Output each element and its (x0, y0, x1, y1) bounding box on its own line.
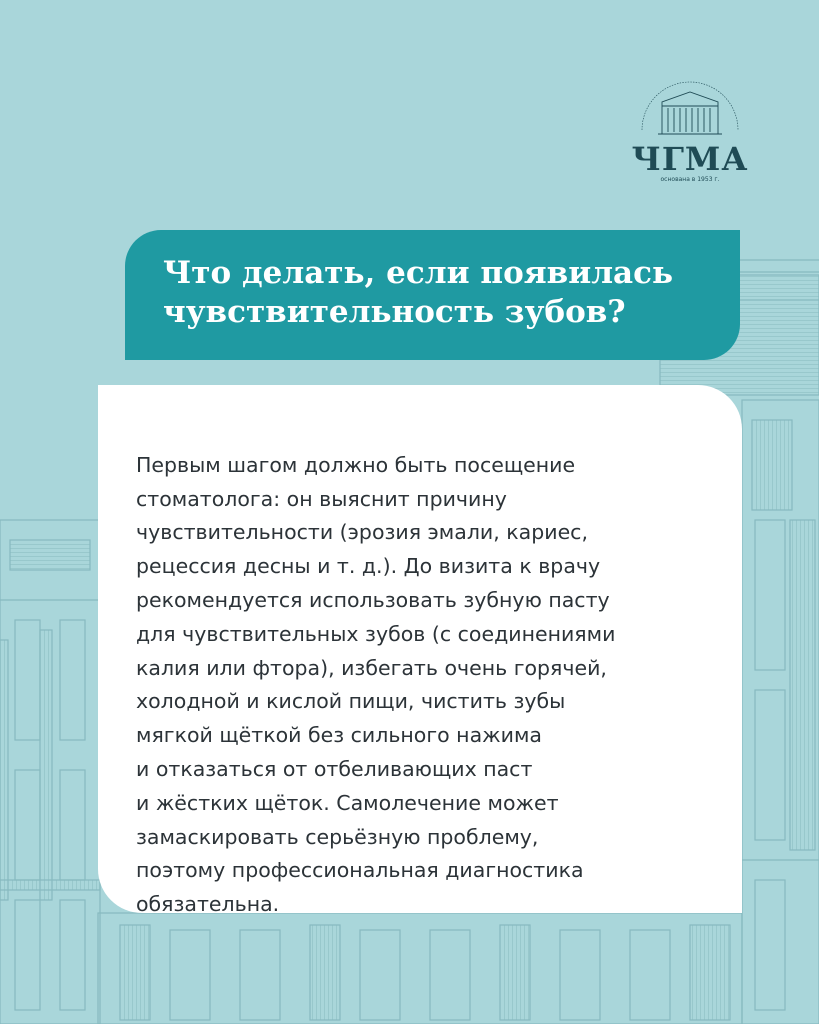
logo-founded-caption: основана в 1953 г. (660, 176, 720, 183)
headline-banner (125, 230, 740, 360)
chgma-logo (628, 68, 752, 186)
logo-title: ЧГМА (631, 140, 749, 178)
academy-building-emblem-icon (628, 68, 752, 148)
content-card (98, 385, 742, 917)
content-text: Первым шагом должно быть посещение стоматолога: он выяснит причину чувствительности (эрозия эмали, кариес, рецессия десны и т. д.). До визита к врачу рекомендуется использовать зубную пасту для чувствительных зубов (с соединениями калия или фтора), избегать очень горячей, холодной и кислой пищи, чистить зубы мягкой щёткой без сильного нажима и отказаться от отбеливающих паст и жёстких щёток. Самолечение может замаскировать серьёзную проблему, поэтому профессиональная диагностика обязательна. (136, 452, 616, 917)
headline-text: Что делать, если появилась чувствительность зубов? (163, 255, 674, 330)
